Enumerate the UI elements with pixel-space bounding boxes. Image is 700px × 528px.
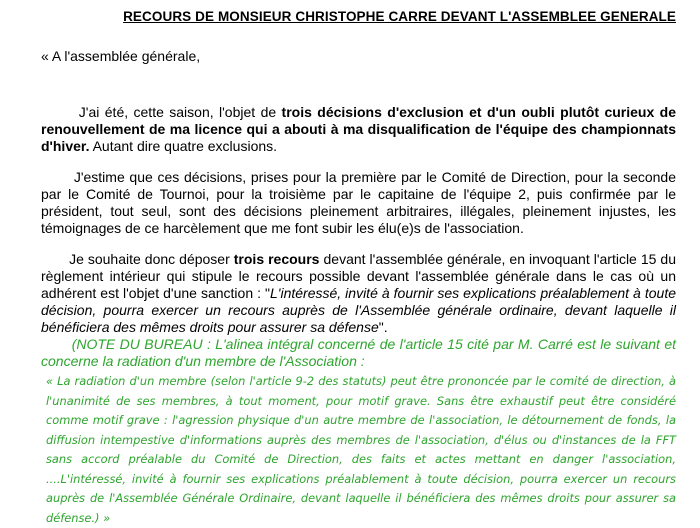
p3-intro: Je souhaite donc déposer	[69, 251, 234, 267]
p1-end: Autant dire quatre exclusions.	[89, 138, 278, 154]
p3-mid: devant l'assemblée générale, en invoquant l'article 15 du règlement intérieur qui stipule le recours possible devant l'assemblée générale dans le cas où un adhérent est l'objet d'une sanction : "	[41, 251, 677, 301]
paragraph-decisions	[41, 169, 676, 237]
p2-text: J'estime que ces décisions, prises pour la première par le Comité de Direction, pour la seconde par le Comité de Tournoi, pour la troisième par le capitaine de l'équipe 2, puis confirmée par le président, tout seul, sont des décisions pleinement arbitraires, illégales, pleinement injustes, les témoignages de ce harcèlement que me font subir les élu(e)s de l'association.	[41, 169, 676, 236]
p3-citation: L'intéressé, invité à fournir ses explications préalablement à toute décision, pourra exercer un recours auprès de l'Assemblée générale ordinaire, devant laquelle il bénéficiera des mêmes droits pour assurer sa défense	[41, 285, 676, 335]
paragraph-exclusions	[41, 104, 676, 155]
salutation: « A l'assemblée générale,	[41, 48, 201, 64]
p1-bold: trois décisions d'exclusion et d'un oubli plutôt curieux de renouvellement de ma licence qui a abouti à ma disqualification de l'équipe des championnats d'hiver.	[41, 104, 676, 154]
bureau-note-text: (NOTE DU BUREAU : L'alinea intégral concerné de l'article 15 cité par M. Carré est le suivant et concerne la radiation d'un membre de l'Association :	[41, 336, 676, 369]
article-15-quote: « La radiation d'un membre (selon l'article 9-2 des statuts) peut être prononcée par le comité de direction, à l'unanimité de ses membres, à tout moment, pour motif grave. Sans être exhaustif peut être considéré comme motif grave : l'agression physique d'un autre membre de l'association, le détournement de fonds, la diffusion intempestive d'informations auprès des membres de l'association, d'élus ou d'instances de la FFT sans accord préalable du Comité de Direction, des faits et actes mettant en danger l'association, ....L'intéressé, invité à fournir ses explications préalablement à toute décision, pourra exercer un recours auprès de l'Assemblée Générale Ordinaire, devant laquelle il bénéficiera des mêmes droits pour assurer sa défense.) »	[46, 374, 676, 525]
p1-intro: J'ai été, cette saison, l'objet de	[78, 104, 282, 120]
bureau-note	[41, 336, 676, 370]
paragraph-recours	[41, 251, 676, 336]
p3-end: ".	[378, 319, 388, 335]
document-title: RECOURS DE MONSIEUR CHRISTOPHE CARRE DEVANT L'ASSEMBLEE GENERALE	[123, 9, 676, 24]
p3-bold: trois recours	[233, 251, 320, 267]
document-page	[41, 8, 676, 528]
